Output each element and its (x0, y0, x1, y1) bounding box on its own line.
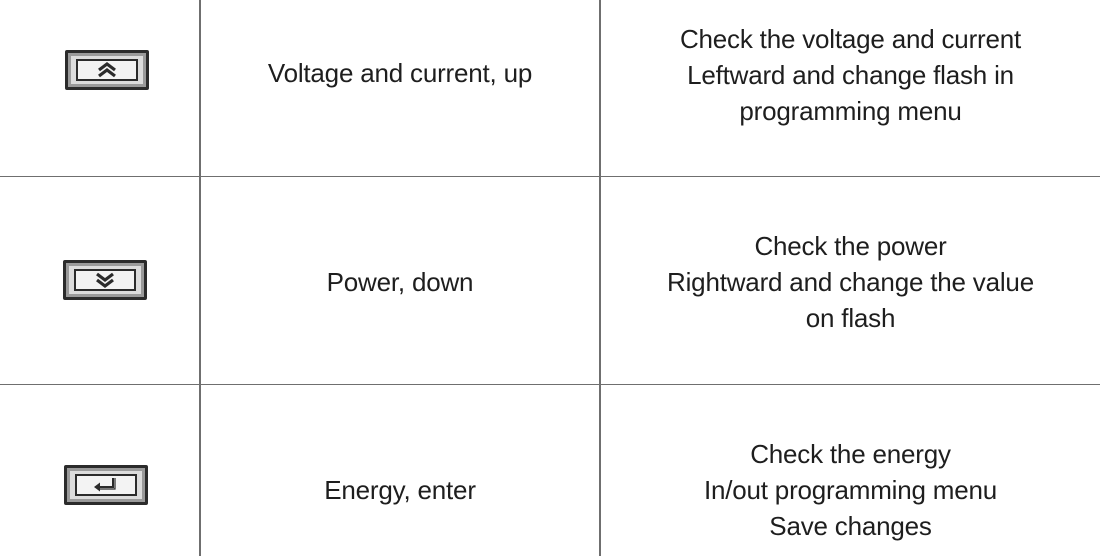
function-cell (201, 385, 599, 556)
key-cell (0, 0, 199, 176)
function-label: Voltage and current, up (267, 58, 533, 88)
description-text: Check the energy In/out programming menu Save changes (703, 439, 998, 541)
function-cell (201, 0, 599, 176)
description-cell (601, 0, 1100, 176)
key-cell (0, 385, 199, 556)
column-divider (199, 0, 201, 556)
description-text: Check the voltage and current Leftward and change flash in programming menu (679, 24, 1022, 126)
description-cell (601, 177, 1100, 384)
table-row-down (0, 177, 1100, 385)
double-chevron-up-icon (76, 59, 138, 81)
column-divider (599, 0, 601, 556)
enter-arrow-icon (75, 474, 137, 496)
function-cell (201, 177, 599, 384)
function-label: Power, down (326, 267, 474, 297)
table-row-enter (0, 385, 1100, 556)
function-label: Energy, enter (324, 475, 476, 505)
down-key-button[interactable] (63, 260, 147, 300)
double-chevron-down-icon (74, 269, 136, 291)
up-key-button[interactable] (65, 50, 149, 90)
enter-key-button[interactable] (64, 465, 148, 505)
description-cell (601, 385, 1100, 556)
key-cell (0, 177, 199, 384)
description-text: Check the power Rightward and change the value on flash (667, 231, 1034, 333)
table-row-up (0, 0, 1100, 177)
